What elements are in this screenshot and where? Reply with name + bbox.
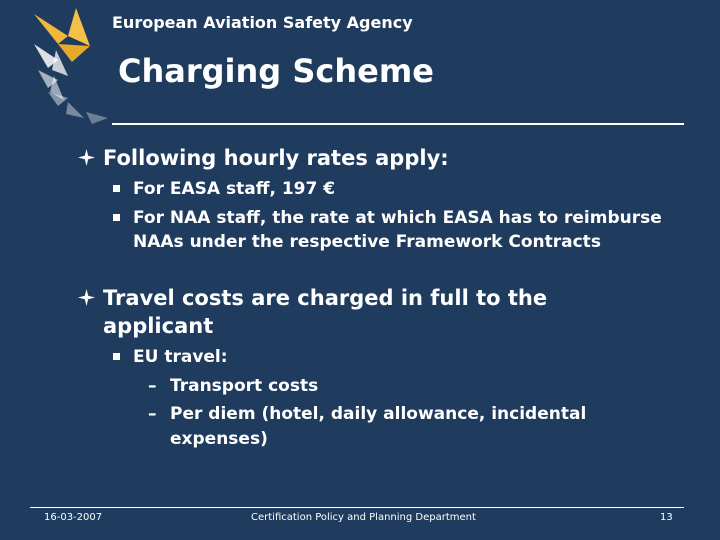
square-bullet-icon (113, 353, 120, 360)
square-bullet-icon (113, 214, 120, 221)
dash-bullet: – (148, 404, 157, 424)
dash-item-transport (148, 374, 670, 399)
sub-bullet-naa-staff-text: For NAA staff, the rate at which EASA has to reimburse NAAs under the respective Framework Contracts (133, 208, 662, 252)
four-point-star-icon (78, 149, 95, 166)
dash-item-per-diem-text: Per diem (hotel, daily allowance, incidental expenses) (170, 404, 587, 449)
bullet-travel-costs-line2: applicant (103, 314, 214, 338)
four-point-star-icon (78, 289, 95, 306)
page-number: 13 (660, 512, 673, 523)
sub-bullet-easa-staff-text: For EASA staff, 197 € (133, 179, 336, 199)
bullet-hourly-rates-text: Following hourly rates apply: (103, 146, 449, 170)
footer-divider (30, 507, 684, 508)
bullet-travel-costs (103, 284, 663, 340)
footer-department: Certification Policy and Planning Department (251, 512, 476, 523)
sub-bullet-eu-travel-text: EU travel: (133, 347, 228, 367)
footer-date: 16-03-2007 (44, 512, 103, 523)
sub-bullet-eu-travel (133, 345, 663, 369)
sub-bullet-easa-staff (133, 177, 663, 201)
bullet-hourly-rates (103, 144, 663, 172)
slide-title: Charging Scheme (118, 52, 434, 90)
dash-bullet: – (148, 376, 157, 396)
dash-item-per-diem (148, 402, 670, 452)
organization-name: European Aviation Safety Agency (112, 13, 413, 32)
bullet-travel-costs-line1: Travel costs are charged in full to the (103, 286, 548, 310)
sub-bullet-naa-staff (133, 206, 663, 254)
square-bullet-icon (113, 185, 120, 192)
dash-item-transport-text: Transport costs (170, 376, 319, 396)
